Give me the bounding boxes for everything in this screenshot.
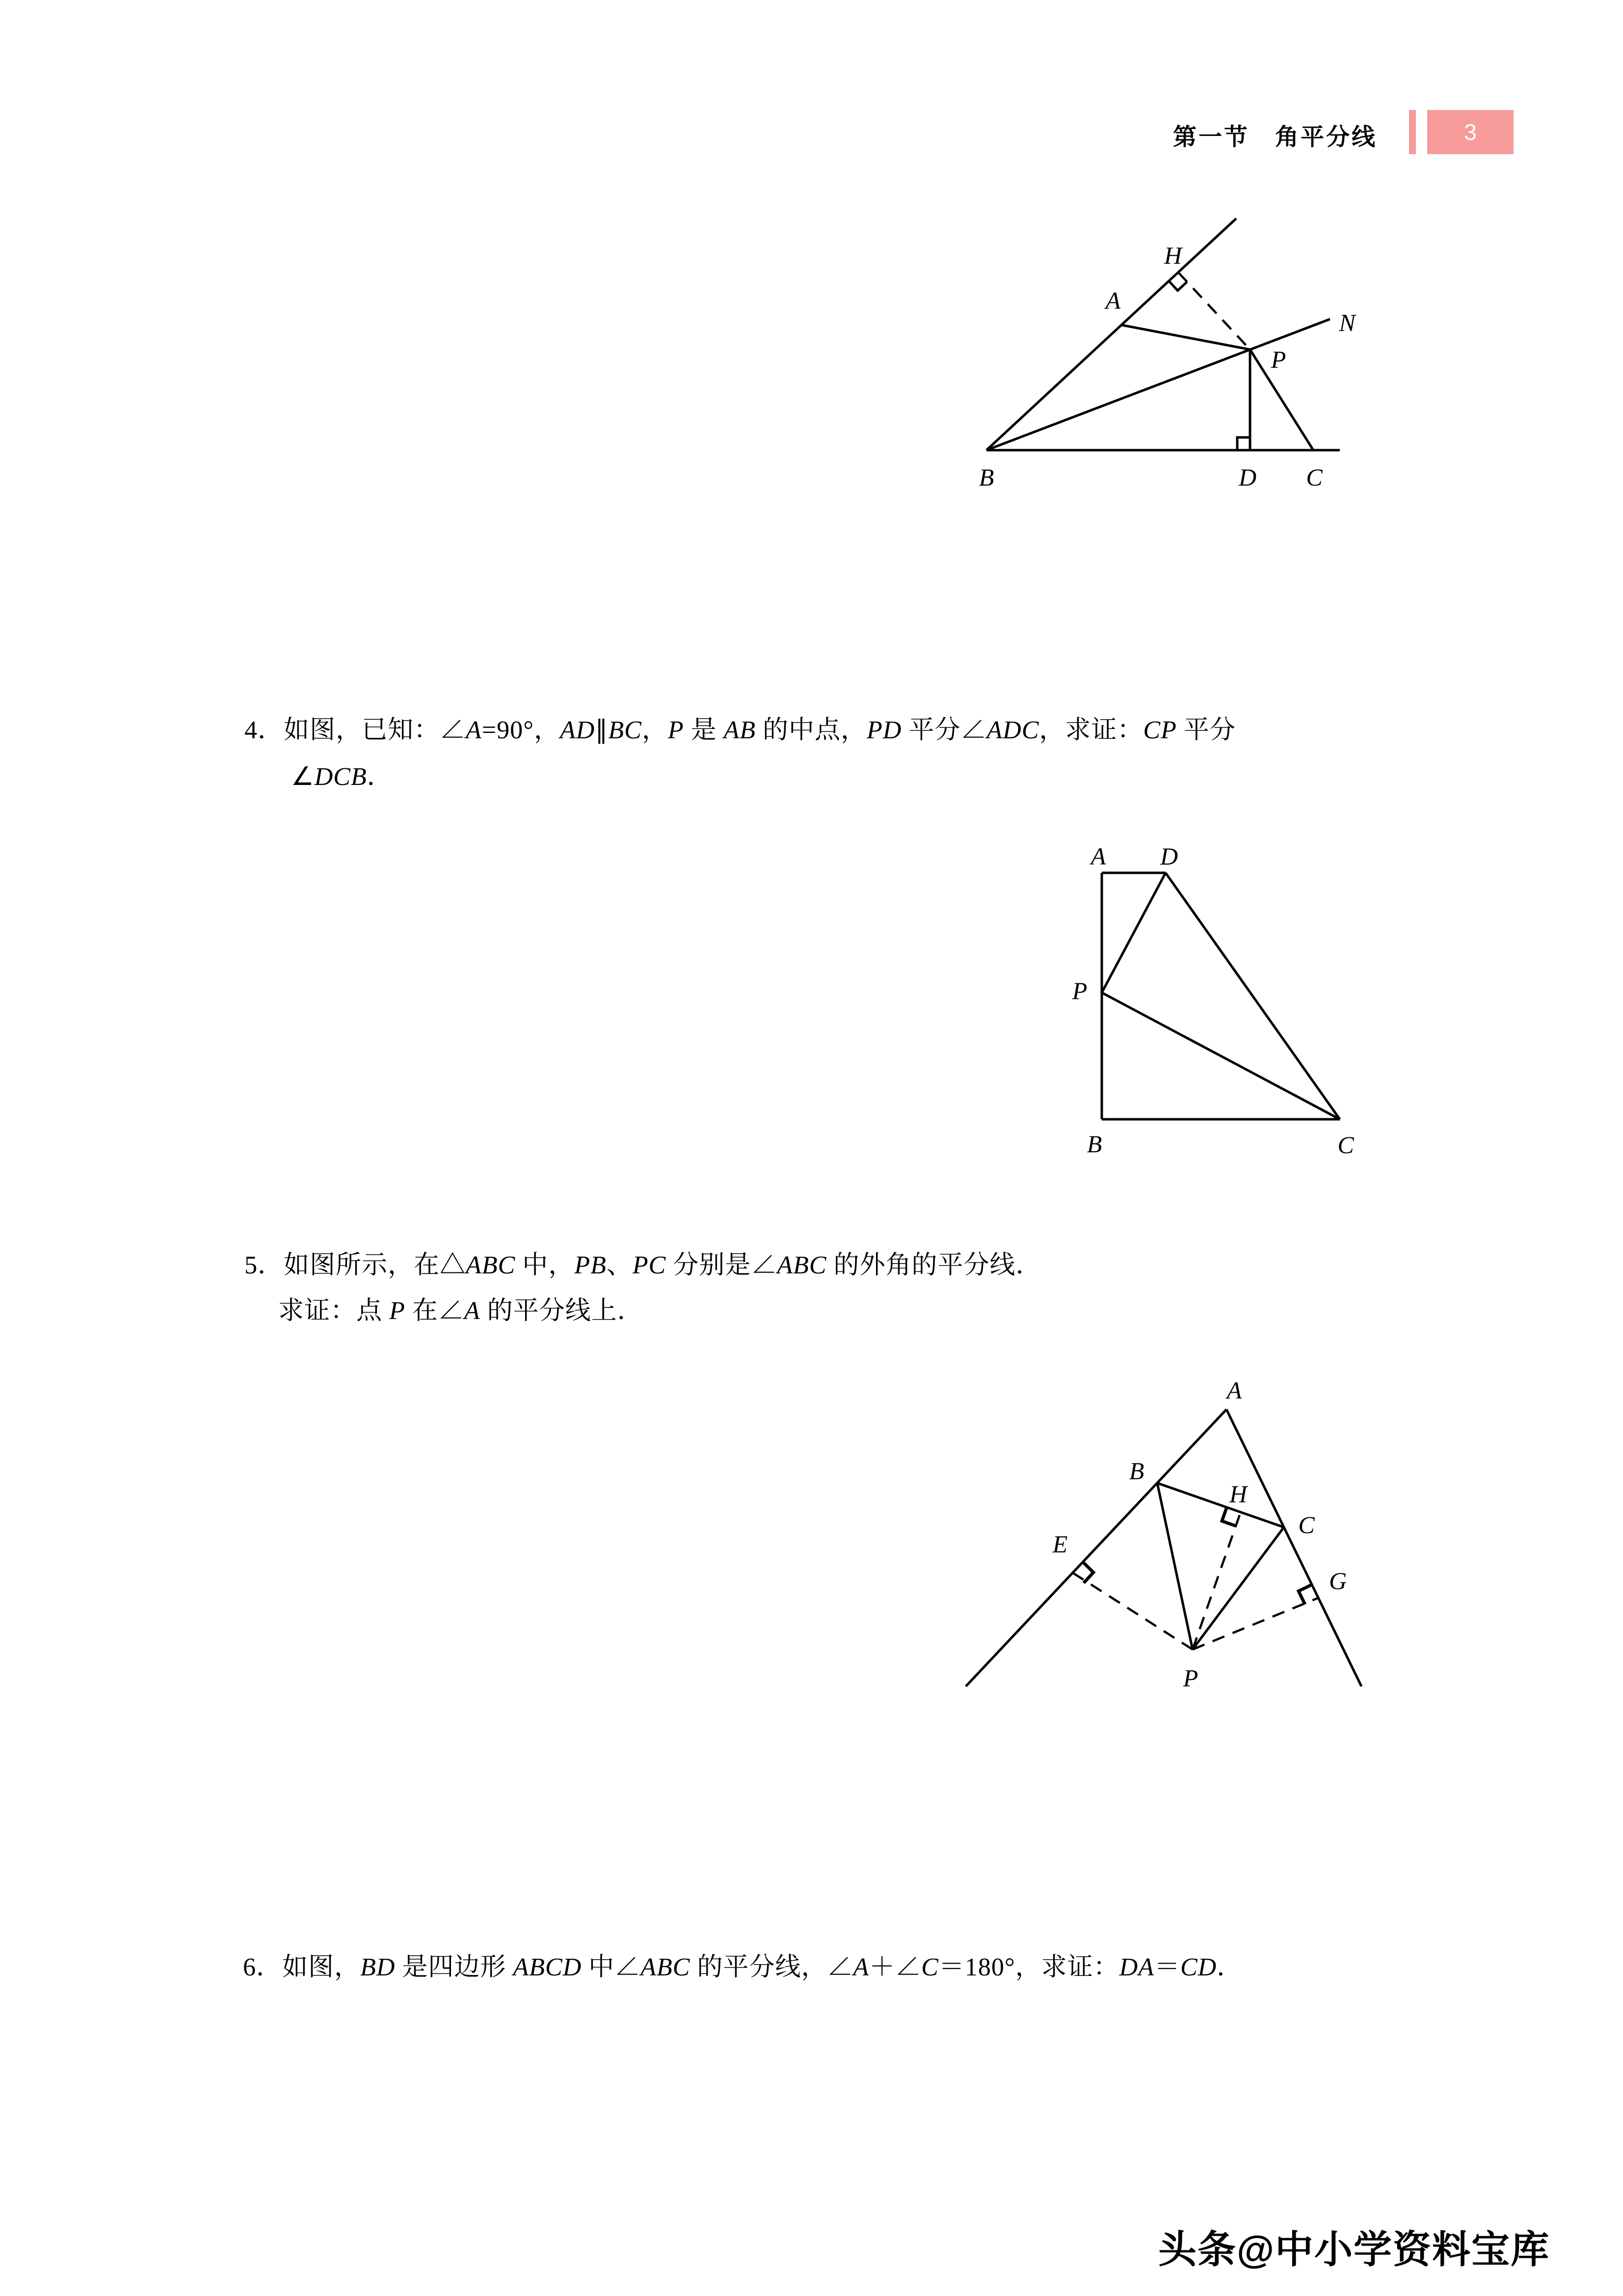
diagram-2-svg <box>1045 835 1374 1154</box>
d3-right-ray <box>1226 1409 1361 1686</box>
d2-label-C: C <box>1337 1131 1354 1159</box>
problem-5-line-2: 求证：点 P 在∠A 的平分线上． <box>278 1297 643 1325</box>
d3-label-B: B <box>1129 1457 1144 1485</box>
d2-label-P: P <box>1072 977 1088 1004</box>
d2-label-D: D <box>1160 842 1178 870</box>
d1-label-A: A <box>1105 287 1121 314</box>
problem-4-line-2: ∠DCB． <box>291 763 393 791</box>
d1-right-angle-D <box>1237 437 1250 450</box>
d1-label-P: P <box>1271 346 1286 373</box>
d2-label-A: A <box>1091 842 1106 870</box>
d3-segment-BP <box>1157 1483 1193 1649</box>
d3-left-ray <box>966 1409 1226 1686</box>
d2-segment-DP <box>1102 873 1166 993</box>
d2-segment-PC <box>1102 993 1340 1119</box>
problem-5-line-1: 5．如图所示，在△ABC 中，PB、PC 分别是∠ABC 的外角的平分线． <box>244 1251 1042 1279</box>
d1-label-H: H <box>1164 242 1182 269</box>
diagram-2 <box>1045 835 1374 1159</box>
d2-label-B: B <box>1087 1130 1102 1158</box>
d3-dashed-PE <box>1073 1573 1193 1649</box>
d1-ray-BH <box>986 218 1236 450</box>
d3-label-H: H <box>1229 1480 1248 1508</box>
diagram-1 <box>957 206 1355 491</box>
d1-right-angle-H <box>1169 281 1187 291</box>
d3-label-A: A <box>1226 1377 1242 1404</box>
d3-dashed-PH <box>1193 1512 1241 1649</box>
diagram-3-svg <box>913 1370 1399 1708</box>
diagram-3 <box>913 1370 1399 1708</box>
d3-right-angle-G <box>1299 1585 1312 1604</box>
d3-label-P: P <box>1183 1664 1198 1692</box>
d3-label-E: E <box>1052 1530 1068 1558</box>
section-title: 第一节 角平分线 <box>1173 124 1378 150</box>
problem-4-line-1: 4．如图，已知：∠A=90°，AD∥BC，P 是 AB 的中点，PD 平分∠ADC，求证：CP 平分 <box>244 716 1236 744</box>
diagram-1-svg <box>957 206 1355 491</box>
d2-segment-DC <box>1166 873 1340 1119</box>
d1-label-N: N <box>1339 309 1356 336</box>
d3-label-C: C <box>1298 1511 1315 1539</box>
d1-label-B: B <box>979 463 994 491</box>
problem-6-line-1: 6．如图，BD 是四边形 ABCD 中∠ABC 的平分线，∠A＋∠C＝180°，求证：DA＝CD． <box>243 1953 1243 1981</box>
page-number: 3 <box>1464 119 1477 145</box>
d1-label-D: D <box>1238 463 1257 491</box>
page-number-badge <box>1427 110 1514 154</box>
d3-label-G: G <box>1329 1567 1347 1594</box>
d1-label-C: C <box>1306 463 1323 491</box>
d3-right-angle-E <box>1083 1562 1094 1583</box>
header-accent-bar <box>1409 110 1416 154</box>
d1-ray-BN <box>986 319 1330 450</box>
footer-watermark: 头条@中小学资料宝库 <box>1158 2228 1550 2271</box>
